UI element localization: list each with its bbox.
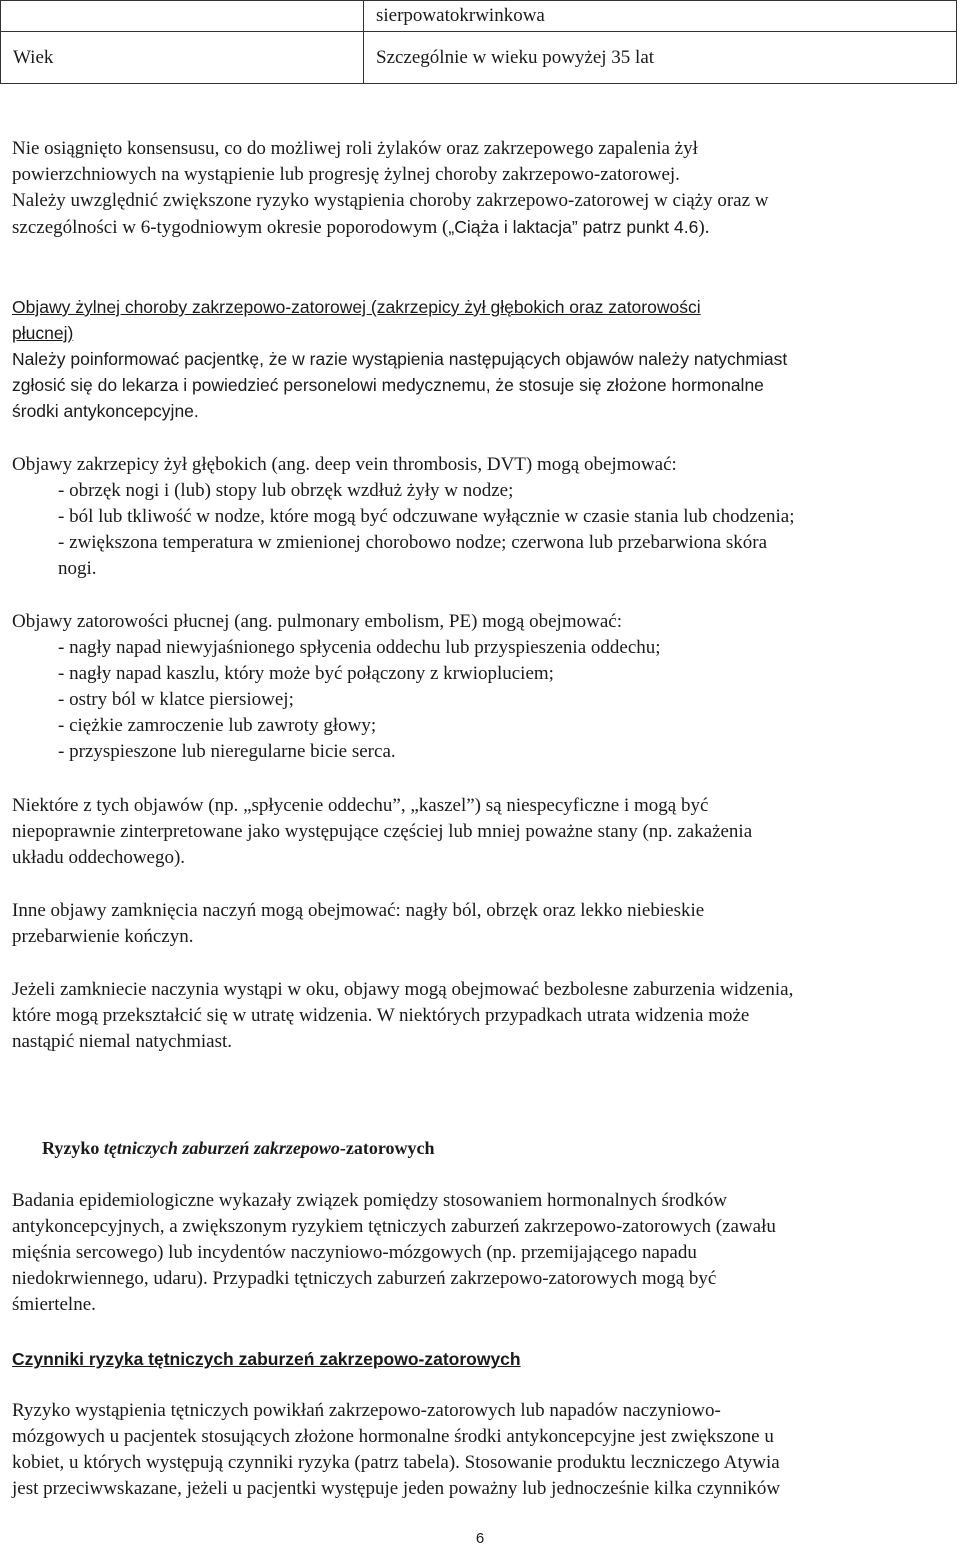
page-number: 6 <box>475 1530 485 1547</box>
list-item: - ostry ból w klatce piersiowej; <box>58 689 294 710</box>
list-item: - obrzęk nogi i (lub) stopy lub obrzęk wzdłuż żyły w nodze; <box>58 480 514 501</box>
list-item: - nagły napad kaszlu, który może być połączony z krwiopluciem; <box>58 663 554 684</box>
text-line: niedokrwiennego, udaru). Przypadki tętniczych zaburzeń zakrzepowo-zatorowych mogą być <box>12 1268 717 1289</box>
text-line: Badania epidemiologiczne wykazały związek pomiędzy stosowaniem hormonalnych środków <box>12 1190 727 1211</box>
list-item: - zwiększona temperatura w zmienionej chorobowo nodze; czerwona lub przebarwiona skóra <box>58 532 768 553</box>
text-fragment: szczególności w 6-tygodniowym okresie poporodowym ( <box>12 217 449 238</box>
text-line: Ryzyko wystąpienia tętniczych powikłań zakrzepowo-zatorowych lub napadów naczyniowo- <box>12 1400 721 1421</box>
text-line: śmiertelne. <box>12 1294 96 1315</box>
ate-heading-part: tętniczych zaburzeń zakrzepowo <box>103 1138 340 1158</box>
table-cell-factor <box>1 1 364 32</box>
text-line: mózgowych u pacjentek stosujących złożone hormonalne środki antykoncepcyjne jest zwiększone u <box>12 1426 774 1447</box>
text-line: Niektóre z tych objawów (np. „spłycenie oddechu”, „kaszel”) są niespecyficzne i mogą być <box>12 795 709 816</box>
vte-symptoms-section <box>12 294 947 424</box>
text-line: mięśnia sercowego) lub incydentów naczyniowo-mózgowych (np. przemijającego napadu <box>12 1242 697 1263</box>
ate-heading-part: -zatorowych <box>339 1138 435 1158</box>
list-item: - nagły napad niewyjaśnionego spłycenia oddechu lub przyspieszenia oddechu; <box>58 637 661 658</box>
text-line: Należy poinformować pacjentkę, że w razie wystąpienia następujących objawów należy natychmiast <box>12 349 788 369</box>
text-line: kobiet, u których występują czynniki ryzyka (patrz tabela). Stosowanie produktu leczniczego Atywia <box>12 1452 780 1473</box>
table-cell-comment: Szczególnie w wieku powyżej 35 lat <box>364 32 957 84</box>
text-line: antykoncepcyjnych, a zwiększonym ryzykiem tętniczych zaburzeń zakrzepowo-zatorowych (zawału <box>12 1216 776 1237</box>
text-line: nastąpić niemal natychmiast. <box>12 1031 233 1052</box>
text-line: niepoprawnie zinterpretowane jako występujące częściej lub mniej poważne stany (np. zakażenia <box>12 821 753 842</box>
text-line: Nie osiągnięto konsensusu, co do możliwej roli żylaków oraz zakrzepowego zapalenia żył <box>12 138 698 159</box>
text-line: powierzchniowych na wystąpienie lub progresję żylnej choroby zakrzepowo-zatorowej. <box>12 164 680 185</box>
ate-heading-part: Ryzyko <box>42 1138 104 1158</box>
eye-occlusion-paragraph <box>12 977 947 1055</box>
text-line: jest przeciwwskazane, jeżeli u pacjentki występuje jeden poważny lub jednocześnie kilka czynników <box>12 1478 781 1499</box>
dvt-intro: Objawy zakrzepicy żył głębokich (ang. deep vein thrombosis, DVT) mogą obejmować: <box>12 454 677 475</box>
section-heading: Czynniki ryzyka tętniczych zaburzeń zakrzepowo-zatorowych <box>12 1349 521 1369</box>
table-cell-comment: sierpowatokrwinkowa <box>364 1 957 32</box>
risk-factors-heading <box>12 1346 947 1372</box>
risk-factors-paragraph <box>12 1398 947 1502</box>
text-fragment: ). <box>698 217 710 238</box>
list-item: nogi. <box>58 558 97 579</box>
table-row <box>1 32 957 84</box>
pe-symptoms <box>12 609 947 765</box>
varicose-paragraph <box>12 136 947 241</box>
text-line: które mogą przekształcić się w utratę widzenia. W niektórych przypadkach utrata widzenia może <box>12 1005 750 1026</box>
text-line: przebarwienie kończyn. <box>12 926 194 947</box>
ate-heading <box>42 1135 922 1162</box>
section-heading: Objawy żylnej choroby zakrzepowo-zatorowej (zakrzepicy żył głębokich oraz zatorowości <box>12 297 701 317</box>
text-line: środki antykoncepcyjne. <box>12 401 199 421</box>
text-line: układu oddechowego). <box>12 847 186 868</box>
table-cell-factor: Wiek <box>1 32 364 84</box>
text-line: Jeżeli zamkniecie naczynia wystąpi w oku, objawy mogą obejmować bezbolesne zaburzenia widzenia, <box>12 979 794 1000</box>
text-line <box>12 214 947 241</box>
text-line: Inne objawy zamknięcia naczyń mogą obejmować: nagły ból, obrzęk oraz lekko niebieskie <box>12 900 705 921</box>
other-symptoms-paragraph <box>12 898 947 950</box>
text-line: Należy uwzględnić zwiększone ryzyko wystąpienia choroby zakrzepowo-zatorowej w ciąży oraz w <box>12 190 769 211</box>
cross-reference: „Ciąża i laktacja” patrz punkt 4.6 <box>448 217 699 237</box>
list-item: - ból lub tkliwość w nodze, które mogą być odczuwane wyłącznie w czasie stania lub chodzenia; <box>58 506 795 527</box>
pe-intro: Objawy zatorowości płucnej (ang. pulmonary embolism, PE) mogą obejmować: <box>12 611 622 632</box>
nonspecific-paragraph <box>12 793 947 871</box>
list-item: - przyspieszone lub nieregularne bicie serca. <box>58 741 396 762</box>
risk-factor-table <box>0 0 957 84</box>
ate-paragraph <box>12 1188 947 1318</box>
list-item: - ciężkie zamroczenie lub zawroty głowy; <box>58 715 377 736</box>
text-line: zgłosić się do lekarza i powiedzieć personelowi medycznemu, że stosuje się złożone hormonalne <box>12 375 764 395</box>
table-row <box>1 1 957 32</box>
section-heading-cont: płucnej) <box>12 323 74 343</box>
dvt-symptoms <box>12 452 947 582</box>
